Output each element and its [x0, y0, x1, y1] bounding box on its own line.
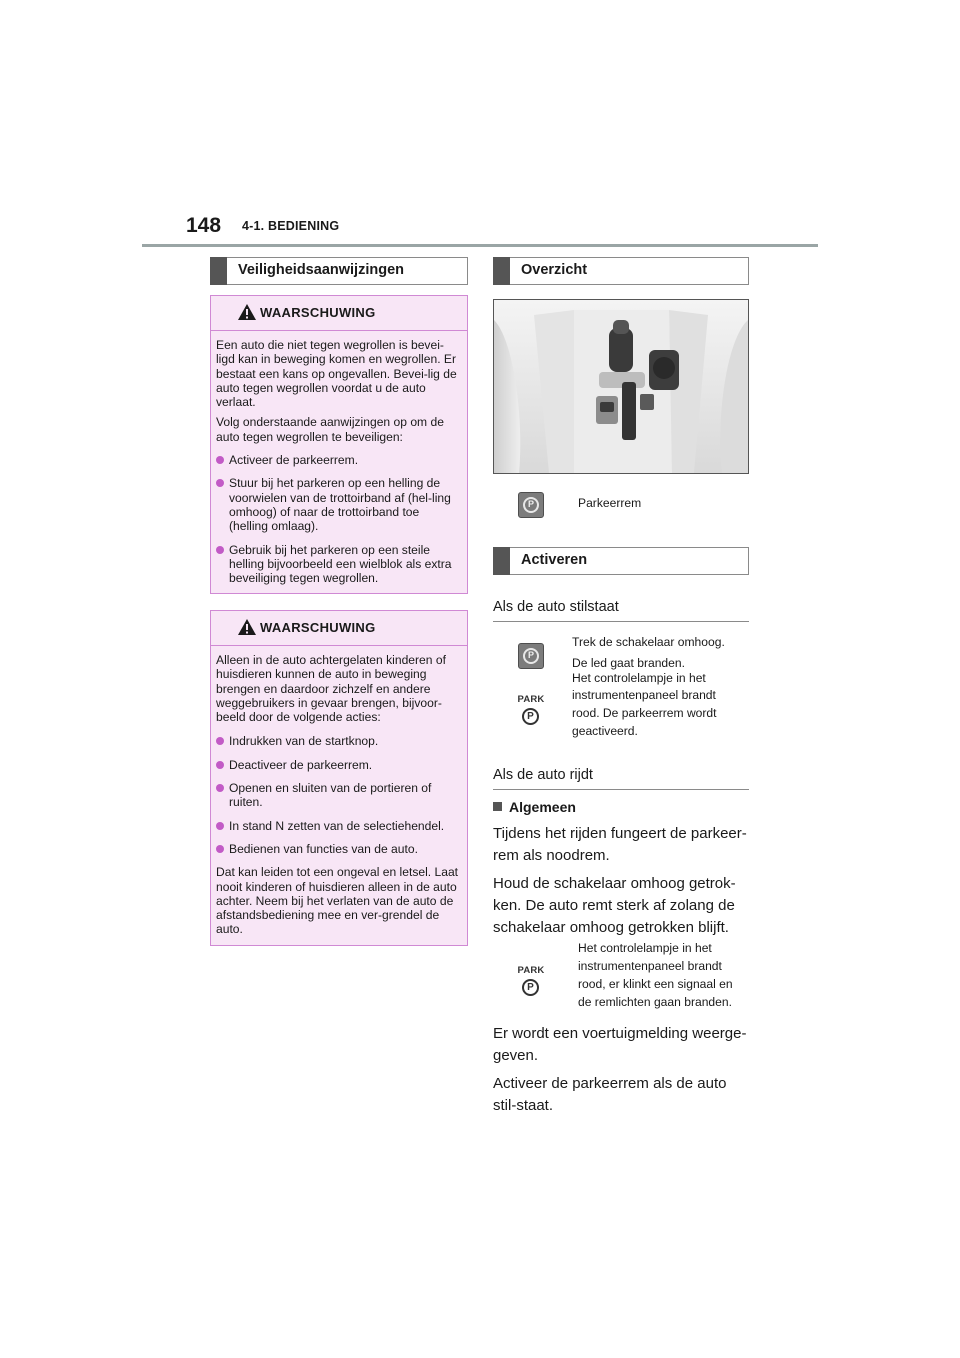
section-marker [210, 257, 227, 285]
warning-paragraph: Een auto die niet tegen wegrollen is bevei-ligd kan in beweging komen en wegrollen. Er bestaat een kans op ongevallen. Bevei-lig de auto tegen wegrollen voordat u de auto verlaat. [216, 338, 457, 410]
warning-paragraph: Dat kan leiden tot een ongeval en letsel. Laat nooit kinderen of huisdieren alleen in de auto achter. Neem bij het verlaten van de auto de afstandsbediening mee en ver-grendel de auto. [216, 865, 459, 937]
bullet-dot-icon [216, 737, 224, 745]
closing-paragraphs [493, 1023, 753, 1123]
warning-box-rolling [210, 295, 468, 594]
subsection-driving: Als de auto rijdt [493, 767, 749, 790]
warning-box-children [210, 610, 468, 946]
warning-header [211, 296, 467, 331]
section-header-safety [210, 257, 468, 285]
indicator-description: Het controlelampje in het instrumentenpaneel brandt rood, er klinkt een signaal en de remlichten gaan branden. [578, 941, 733, 1009]
body-paragraph: Er wordt een voertuigmelding weerge-geven. [493, 1025, 747, 1064]
warning-bullet: Openen en sluiten van de portieren of ruiten. [216, 781, 461, 810]
warning-triangle-icon [237, 303, 257, 321]
bullet-dot-icon [216, 546, 224, 554]
bullet-dot-icon [216, 479, 224, 487]
warning-triangle-icon [237, 618, 257, 636]
body-paragraph: Activeer de parkeerrem als de auto stil-staat. [493, 1075, 727, 1114]
stationary-instructions: Trek de schakelaar omhoog. De led gaat branden. Het controlelampje in het instrumentenpaneel brandt rood. De parkeerrem wordt geactiveerd. [572, 635, 725, 738]
bullet-dot-icon [216, 761, 224, 769]
warning-title: WAARSCHUWING [260, 305, 376, 320]
warning-bullet: Activeer de parkeerrem. [216, 453, 461, 467]
warning-bullet: In stand N zetten van de selectiehendel. [216, 819, 461, 833]
park-indicator-icon: PARK P [516, 694, 546, 730]
section-title: Activeren [521, 552, 588, 568]
chapter-title: 4-1. BEDIENING [242, 219, 340, 233]
bullet-dot-icon [216, 822, 224, 830]
section-title: Veiligheidsaanwijzingen [238, 262, 404, 278]
warning-bullet: Bedienen van functies van de auto. [216, 842, 461, 856]
warning-paragraph: Volg onderstaande aanwijzingen op om de auto tegen wegrollen te beveiligen: [216, 415, 444, 444]
body-paragraph: Tijdens het rijden fungeert de parkeer-rem als noodrem. [493, 825, 747, 864]
subsection-stationary: Als de auto stilstaat [493, 599, 749, 622]
section-title: Overzicht [521, 262, 588, 278]
body-paragraph: Houd de schakelaar omhoog getrok-ken. De auto remt sterk af zolang de schakelaar omhoog getrokken blijft. [493, 875, 736, 936]
warning-bullet: Stuur bij het parkeren op een helling de voorwielen van de trottoirband af (hel-ling omhoog) of naar de trottoirband toe (helling omlaag). [216, 476, 461, 533]
bullet-dot-icon [216, 784, 224, 792]
bullet-dot-icon [216, 845, 224, 853]
warning-title: WAARSCHUWING [260, 620, 376, 635]
warning-paragraph: Alleen in de auto achtergelaten kinderen of huisdieren kunnen de auto in beweging brengen en daardoor zichzelf en andere weggebruikers in gevaar brengen, bijvoor-beeld door de volgende acties: [216, 653, 446, 725]
warning-header [211, 611, 467, 646]
overview-caption: Parkeerrem [578, 496, 642, 510]
center-console-illustration [494, 300, 748, 473]
section-marker [493, 547, 510, 575]
park-indicator-icon: PARK P [516, 965, 546, 1001]
section-header-activate [493, 547, 749, 575]
header-rule [142, 244, 818, 247]
center-console-photo [493, 299, 749, 474]
section-header-overview [493, 257, 749, 285]
warning-bullet: Gebruik bij het parkeren op een steile helling bijvoorbeeld een wielblok als extra beveiliging tegen wegrollen. [216, 543, 461, 586]
page-number: 148 [186, 214, 222, 237]
section-marker [493, 257, 510, 285]
subsubsection-general: Algemeen [493, 799, 576, 815]
bullet-dot-icon [216, 456, 224, 464]
warning-bullet: Indrukken van de startknop. [216, 734, 461, 748]
driving-paragraphs [493, 823, 753, 945]
parking-brake-switch-icon: P [518, 643, 544, 669]
square-bullet-icon [493, 802, 502, 811]
warning-bullet: Deactiveer de parkeerrem. [216, 758, 461, 772]
parking-brake-switch-icon: P [518, 492, 544, 518]
